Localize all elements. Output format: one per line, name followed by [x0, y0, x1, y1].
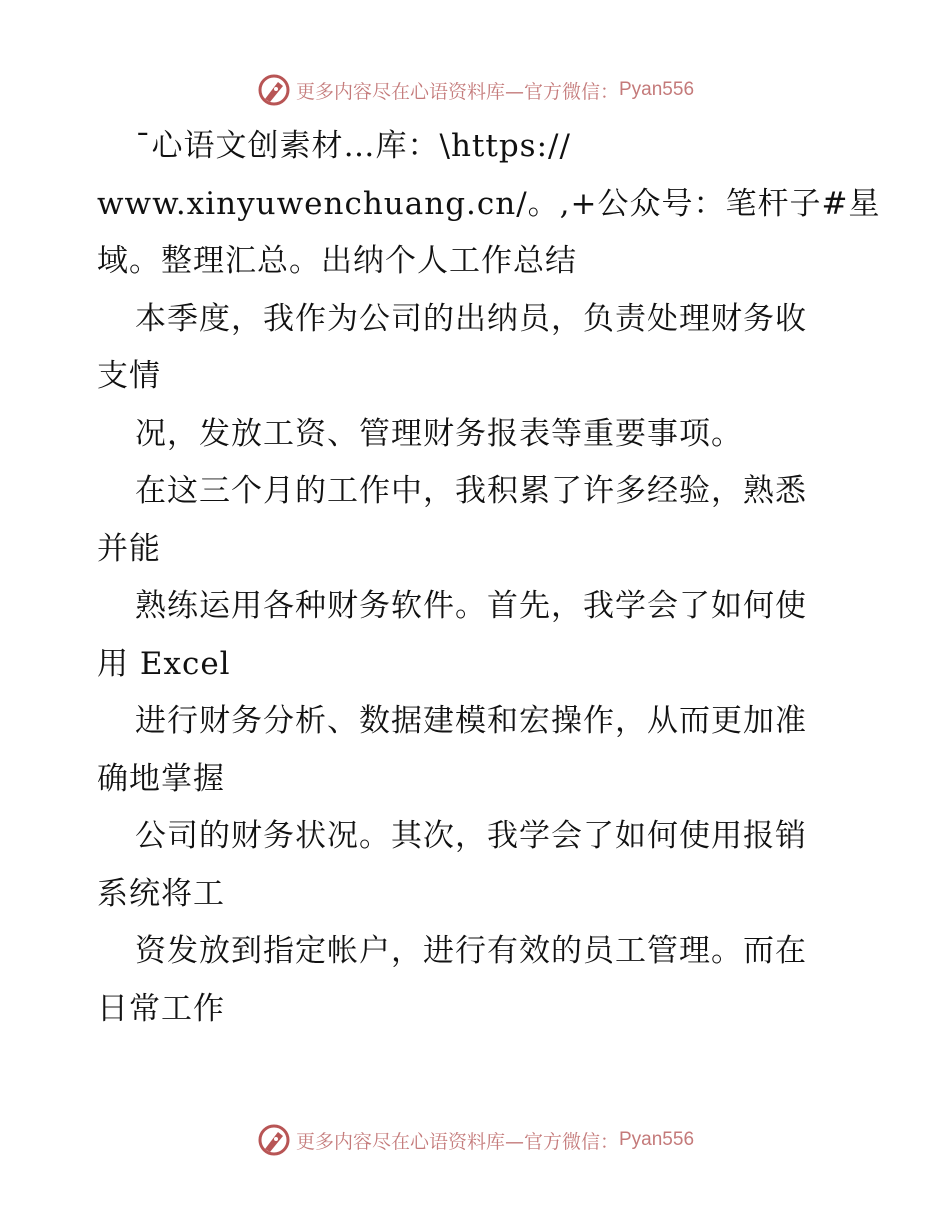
header-banner: [0, 70, 950, 110]
text-line: 公司的财务状况。其次，我学会了如何使用报销: [135, 818, 807, 854]
pen-logo-icon: [256, 1122, 292, 1158]
text-line: 日常工作: [97, 990, 225, 1027]
text-line: 确地掌握: [97, 760, 225, 797]
banner-wechat-id: Pyan556: [619, 79, 695, 100]
footer-banner: [0, 1120, 950, 1160]
text-line: 进行财务分析、数据建模和宏操作，从而更加准: [135, 703, 807, 739]
text-line: 本季度，我作为公司的出纳员，负责处理财务收: [135, 300, 807, 337]
text-line: 系统将工: [97, 875, 225, 912]
text-line: 支情: [97, 358, 161, 394]
banner-text: 更多内容尽在心语资料库—官方微信：: [295, 1130, 619, 1153]
text-line: 熟练运用各种财务软件。首先，我学会了如何使: [135, 588, 807, 624]
pen-logo-icon: [256, 72, 292, 108]
text-line: 并能: [97, 530, 161, 567]
text-line: 用 Excel: [97, 645, 231, 682]
banner-text: 更多内容尽在心语资料库—官方微信：: [295, 80, 619, 103]
text-line: 在这三个月的工作中，我积累了许多经验，熟悉: [135, 473, 807, 509]
banner-wechat-id: Pyan556: [619, 1129, 695, 1150]
text-line: www.xinyuwenchuang.cn/。,+公众号：笔杆子#星: [97, 185, 881, 222]
text-line: 况，发放工资、管理财务报表等重要事项。: [135, 415, 743, 452]
text-line: 域。整理汇总。出纳个人工作总结: [97, 243, 577, 279]
text-line: ¯心语文创素材…库：\https://: [135, 128, 571, 164]
text-line: 资发放到指定帐户，进行有效的员工管理。而在: [135, 933, 807, 969]
document-body: [97, 118, 881, 1038]
